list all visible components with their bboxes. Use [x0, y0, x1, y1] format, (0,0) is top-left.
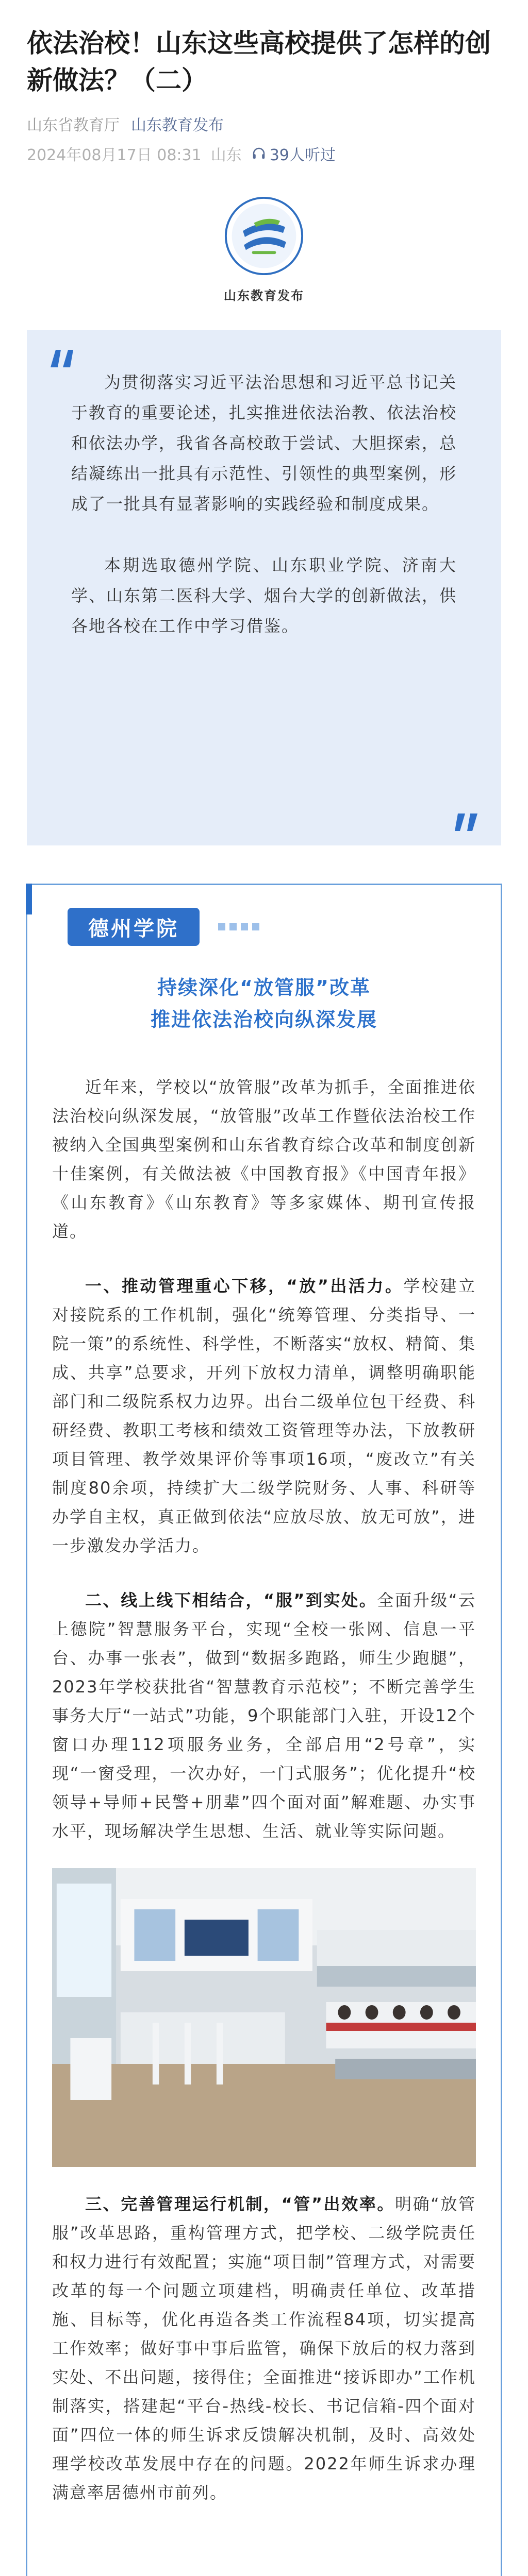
- intro-paragraph: 为贯彻落实习近平法治思想和习近平总书记关于教育的重要论述，扎实推进依法治教、依法治校和依法办学，我省各高校敢于尝试、大胆探索，总结凝练出一批具有示范性、引领性的典型案例，形成了一批具有显著影响的实践经验和制度成果。: [71, 372, 457, 514]
- open-quote-icon: [48, 348, 76, 368]
- section-tag: [68, 908, 200, 946]
- intro-quote-box: [27, 330, 501, 845]
- section-tag-label: 德州学院: [88, 917, 179, 941]
- section-heading-line: 推进依法治校向纵深发展: [150, 1008, 377, 1031]
- body-paragraph: 近年来，学校以“放管服”改革为抓手，全面推进依法治校向纵深发展，“放管服”改革工作暨依法治校工作被纳入全国典型案例和山东省教育综合改革和制度创新十佳案例，有关做法被《中国教育报》《中国青年报》《山东教育》《山东教育》等多家媒体、期刊宣传报道。: [52, 1077, 476, 1241]
- article-header: [0, 0, 528, 165]
- intro-paragraph: 本期选取德州学院、山东职业学院、济南大学、山东第二医科大学、烟台大学的创新做法，供各地各校在工作中学习借鉴。: [71, 555, 457, 636]
- account-logo-icon: [224, 196, 304, 276]
- channel-link[interactable]: 山东教育发布: [131, 116, 224, 134]
- point-title: 一、推动管理重心下移，“放”出活力。: [85, 1276, 404, 1296]
- account-logo-block: [0, 196, 528, 303]
- headphone-icon: [251, 146, 267, 161]
- body-paragraph: [52, 2190, 476, 2507]
- section-body: [27, 1036, 501, 2507]
- section-heading: [27, 972, 501, 1036]
- point-text: 学校建立对接院系的工作机制，强化“统筹管理、分类指导、一院一策”的系统性、科学性，不断落实“放权、精简、集成、共享”总要求，开列下放权力清单，调整明确职能部门和二级院系权力边界。出台二级单位包干经费、科研经费、教职工考核和绩效工资管理等办法，下放教研项目管理、教学效果评价等事项16项，“废改立”有关制度80余项，持续扩大二级学院财务、人事、科研等办学自主权，真正做到依法“应放尽放、放无可放”，进一步激发办学活力。: [52, 1276, 476, 1555]
- tag-dots-decoration: [218, 923, 259, 930]
- listen-count: 39人听过: [269, 146, 336, 164]
- section-dezhou-university: [26, 884, 502, 2576]
- close-quote-icon: [452, 812, 480, 833]
- publish-location: 山东: [210, 146, 242, 164]
- point-title: 三、完善管理运行机制，“管”出效率。: [85, 2194, 395, 2214]
- body-paragraph: [52, 1272, 476, 1560]
- listen-button[interactable]: [251, 142, 336, 165]
- point-title: 二、线上线下相结合，“服”到实处。: [85, 1590, 377, 1610]
- article-title: 依法治校！山东这些高校提供了怎样的创新做法？（二）: [27, 28, 491, 95]
- meta-row: [27, 112, 501, 135]
- meta-info: [27, 142, 501, 165]
- point-text: 明确“放管服”改革思路，重构管理方式，把学校、二级学院责任和权力进行有效配置；实施“项目制”管理方式，对需要改革的每一个问题立项建档，明确责任单位、改革措施、目标等，优化再造各类工作流程84项，切实提高工作效率；做好事中事后监管，确保下放后的权力落到实处、不出问题，接得住；全面推进“接诉即办”工作机制落实，搭建起“平台-热线-校长、书记信箱-四个面对面”四位一体的师生诉求反馈解决机制，及时、高效处理学校改革发展中存在的问题。2022年师生诉求办理满意率居德州市前列。: [52, 2194, 476, 2502]
- body-paragraph: [52, 1586, 476, 1845]
- service-hall-photo: [52, 1868, 476, 2167]
- frame-corner-accent: [26, 884, 32, 914]
- publisher-name: 山东省教育厅: [27, 116, 120, 134]
- logo-caption: 山东教育发布: [224, 288, 304, 303]
- section-heading-line: 持续深化“放管服”改革: [157, 976, 371, 999]
- publish-datetime: 2024年08月17日 08:31: [27, 146, 202, 164]
- point-text: 全面升级“云上德院”智慧服务平台，实现“全校一张网、信息一平台、办事一张表”，做到“数据多跑路，师生少跑腿”，2023年学校获批省“智慧教育示范校”；不断完善学生事务大厅“一站式”功能，9个职能部门入驻，开设12个窗口办理112项服务业务，全部启用“2号章”，实现“一窗受理，一次办好，一门式服务”；优化提升“校领导+导师+民警+朋辈”四个面对面”解难题、办实事水平，现场解决学生思想、生活、就业等实际问题。: [52, 1590, 476, 1841]
